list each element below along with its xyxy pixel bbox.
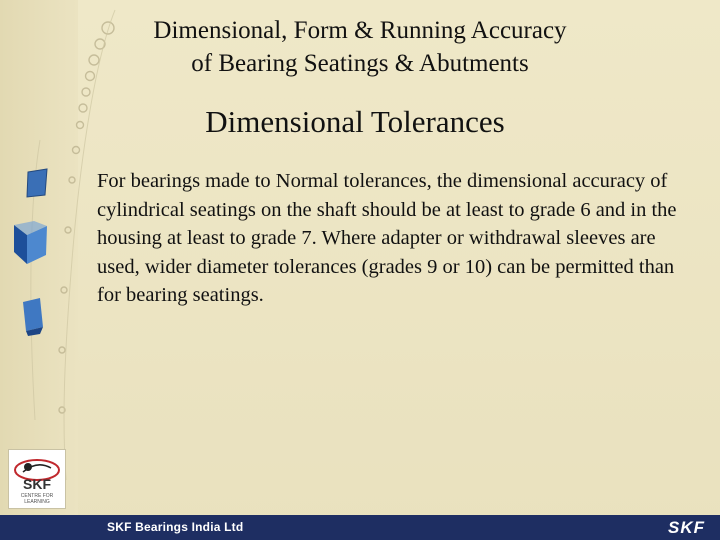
logo-tagline: CENTRE FOR LEARNING	[20, 493, 54, 505]
footer-company: SKF Bearings India Ltd	[107, 520, 244, 534]
footer-bar	[0, 515, 720, 540]
blue-square-icon	[23, 298, 43, 336]
blue-book-icon	[14, 221, 47, 264]
blue-square-icon	[27, 169, 47, 197]
logo-brand: SKF	[23, 476, 51, 492]
footer-brand-mark: SKF	[668, 518, 705, 537]
skf-logo-icon	[8, 449, 66, 509]
slide-title-line2: of Bearing Seatings & Abutments	[191, 50, 529, 77]
slide-body-text: For bearings made to Normal tolerances, the dimensional accuracy of cylindrical seatings on the shaft should be at least to grade 6 and in the housing at least to grade 7. Where adapter or withdrawal sleeves are used, wider diameter tolerances (grades 9 or 10) can be permitted than for bearing seatings.	[97, 170, 677, 306]
slide-title	[0, 14, 720, 80]
slide-subtitle: Dimensional Tolerances	[205, 104, 505, 139]
slide-title-line1: Dimensional, Form & Running Accuracy	[153, 17, 567, 44]
